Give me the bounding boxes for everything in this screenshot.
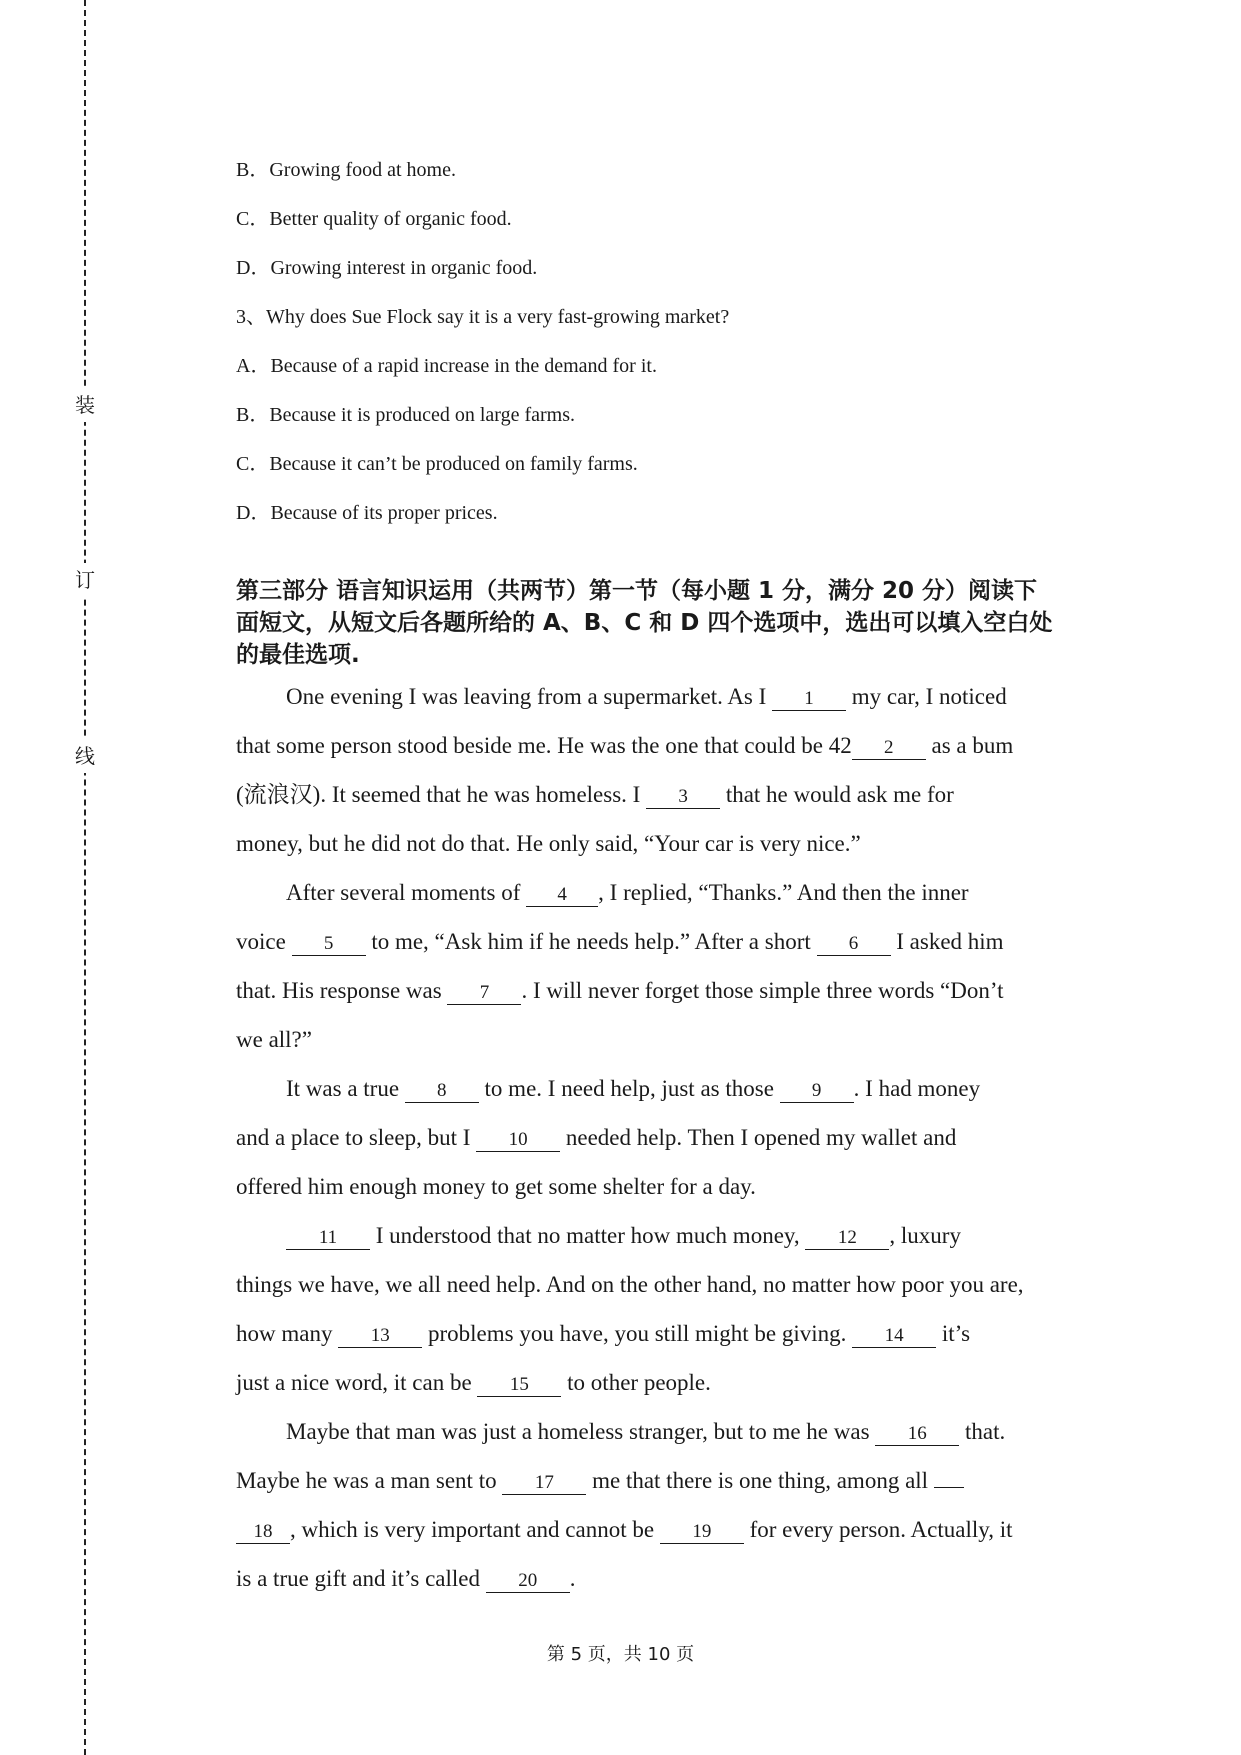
passage-text: After several moments of — [286, 880, 521, 905]
passage-text: problems you have, you still might be giving. — [427, 1321, 847, 1346]
blank-16: 16 — [875, 1423, 959, 1446]
passage-text: things we have, we all need help. And on the other hand, no matter how poor you are, — [236, 1272, 1024, 1297]
passage-text: I understood that no matter how much money, — [375, 1223, 800, 1248]
passage-text: . I had money — [853, 1076, 981, 1101]
section-heading-line: 的最佳选项. — [236, 642, 360, 668]
blank-8: 8 — [405, 1080, 479, 1103]
passage-line — [236, 1211, 1102, 1260]
blank-7: 7 — [447, 982, 521, 1005]
question-3-stem: 3、Why does Sue Flock say it is a very fast-growing market? — [236, 306, 730, 328]
passage-text: and a place to sleep, but I — [236, 1125, 471, 1150]
passage-text: to me, “Ask him if he needs help.” After a short — [371, 929, 811, 954]
binding-char-zhuang: 装 — [74, 388, 96, 422]
passage-text: , I replied, “Thanks.” And then the inner — [598, 880, 969, 905]
blank-19: 19 — [660, 1521, 744, 1544]
passage-text: . I will never forget those simple three words “Don’t — [521, 978, 1004, 1003]
blank-14: 14 — [852, 1325, 936, 1348]
passage-text: my car, I noticed — [851, 684, 1007, 709]
passage-text: that. — [965, 1419, 1006, 1444]
passage-text: me that there is one thing, among all — [592, 1468, 929, 1493]
passage-text: just a nice word, it can be — [236, 1370, 472, 1395]
passage-line — [236, 1162, 1102, 1211]
passage-text: voice — [236, 929, 286, 954]
option-line: A．Because of a rapid increase in the demand for it. — [236, 355, 657, 377]
section-heading-line: 第三部分 语言知识运用（共两节）第一节（每小题 1 分，满分 20 分）阅读下 — [236, 578, 1038, 604]
passage-line — [236, 770, 1102, 819]
blank-13: 13 — [338, 1325, 422, 1348]
option-line: B．Because it is produced on large farms. — [236, 404, 575, 426]
binding-dashed-line — [84, 0, 86, 1755]
cloze-passage — [236, 672, 1102, 1603]
passage-line — [236, 672, 1102, 721]
section-heading — [236, 575, 1096, 671]
blank-17: 17 — [502, 1472, 586, 1495]
passage-line — [236, 868, 1102, 917]
passage-text: I asked him — [896, 929, 1004, 954]
passage-line — [236, 1113, 1102, 1162]
passage-text: , luxury — [889, 1223, 961, 1248]
passage-text: Maybe he was a man sent to — [236, 1468, 497, 1493]
blank-10: 10 — [476, 1129, 560, 1152]
option-line: C．Because it can’t be produced on family farms. — [236, 453, 638, 475]
option-line: D．Because of its proper prices. — [236, 502, 498, 524]
passage-line — [236, 1309, 1102, 1358]
passage-text: needed help. Then I opened my wallet and — [565, 1125, 957, 1150]
passage-text: for every person. Actually, it — [749, 1517, 1013, 1542]
passage-text: (流浪汉). It seemed that he was homeless. I — [236, 782, 641, 807]
passage-line — [236, 917, 1102, 966]
blank-2: 2 — [852, 737, 926, 760]
blank-12: 12 — [805, 1227, 889, 1250]
page-number: 第 5 页，共 10 页 — [546, 1644, 695, 1665]
passage-text: that he would ask me for — [725, 782, 954, 807]
passage-text: that some person stood beside me. He was the one that could be 42 — [236, 733, 852, 758]
blank-18: 18 — [236, 1521, 290, 1544]
passage-text: it’s — [941, 1321, 971, 1346]
blank-18-start — [934, 1467, 964, 1488]
passage-line — [236, 1260, 1102, 1309]
blank-20: 20 — [486, 1570, 570, 1593]
passage-text: , which is very important and cannot be — [290, 1517, 655, 1542]
blank-1: 1 — [772, 688, 846, 711]
passage-line — [236, 819, 1102, 868]
blank-15: 15 — [477, 1374, 561, 1397]
blank-5: 5 — [292, 933, 366, 956]
passage-line — [236, 721, 1102, 770]
passage-text: One evening I was leaving from a supermarket. As I — [286, 684, 767, 709]
passage-line — [236, 1456, 1102, 1505]
option-line: D．Growing interest in organic food. — [236, 257, 538, 279]
passage-text: that. His response was — [236, 978, 442, 1003]
passage-text: as a bum — [931, 733, 1014, 758]
section-heading-line: 面短文，从短文后各题所给的 A、B、C 和 D 四个选项中，选出可以填入空白处 — [236, 610, 1053, 636]
passage-line — [236, 1064, 1102, 1113]
passage-text: is a true gift and it’s called — [236, 1566, 480, 1591]
blank-3: 3 — [646, 786, 720, 809]
option-line: C．Better quality of organic food. — [236, 208, 512, 230]
passage-text: money, but he did not do that. He only said, “Your car is very nice.” — [236, 831, 861, 856]
blank-4: 4 — [526, 884, 598, 907]
passage-text: . — [569, 1566, 576, 1591]
passage-line — [236, 1505, 1102, 1554]
passage-text: Maybe that man was just a homeless stranger, but to me he was — [286, 1419, 870, 1444]
passage-line — [236, 1358, 1102, 1407]
passage-text: offered him enough money to get some shelter for a day. — [236, 1174, 756, 1199]
blank-9: 9 — [780, 1080, 854, 1103]
passage-text: It was a true — [286, 1076, 400, 1101]
blank-6: 6 — [817, 933, 891, 956]
passage-line — [236, 1015, 1102, 1064]
passage-line — [236, 1407, 1102, 1456]
passage-text: to other people. — [567, 1370, 711, 1395]
option-line: B．Growing food at home. — [236, 159, 456, 181]
passage-line — [236, 966, 1102, 1015]
passage-text: we all?” — [236, 1027, 312, 1052]
binding-char-xian: 线 — [74, 739, 96, 773]
passage-line — [236, 1554, 1102, 1603]
passage-text: how many — [236, 1321, 333, 1346]
binding-char-ding: 订 — [74, 563, 96, 597]
previous-question-options — [236, 158, 1096, 550]
blank-11: 11 — [286, 1227, 370, 1250]
passage-text: to me. I need help, just as those — [484, 1076, 774, 1101]
